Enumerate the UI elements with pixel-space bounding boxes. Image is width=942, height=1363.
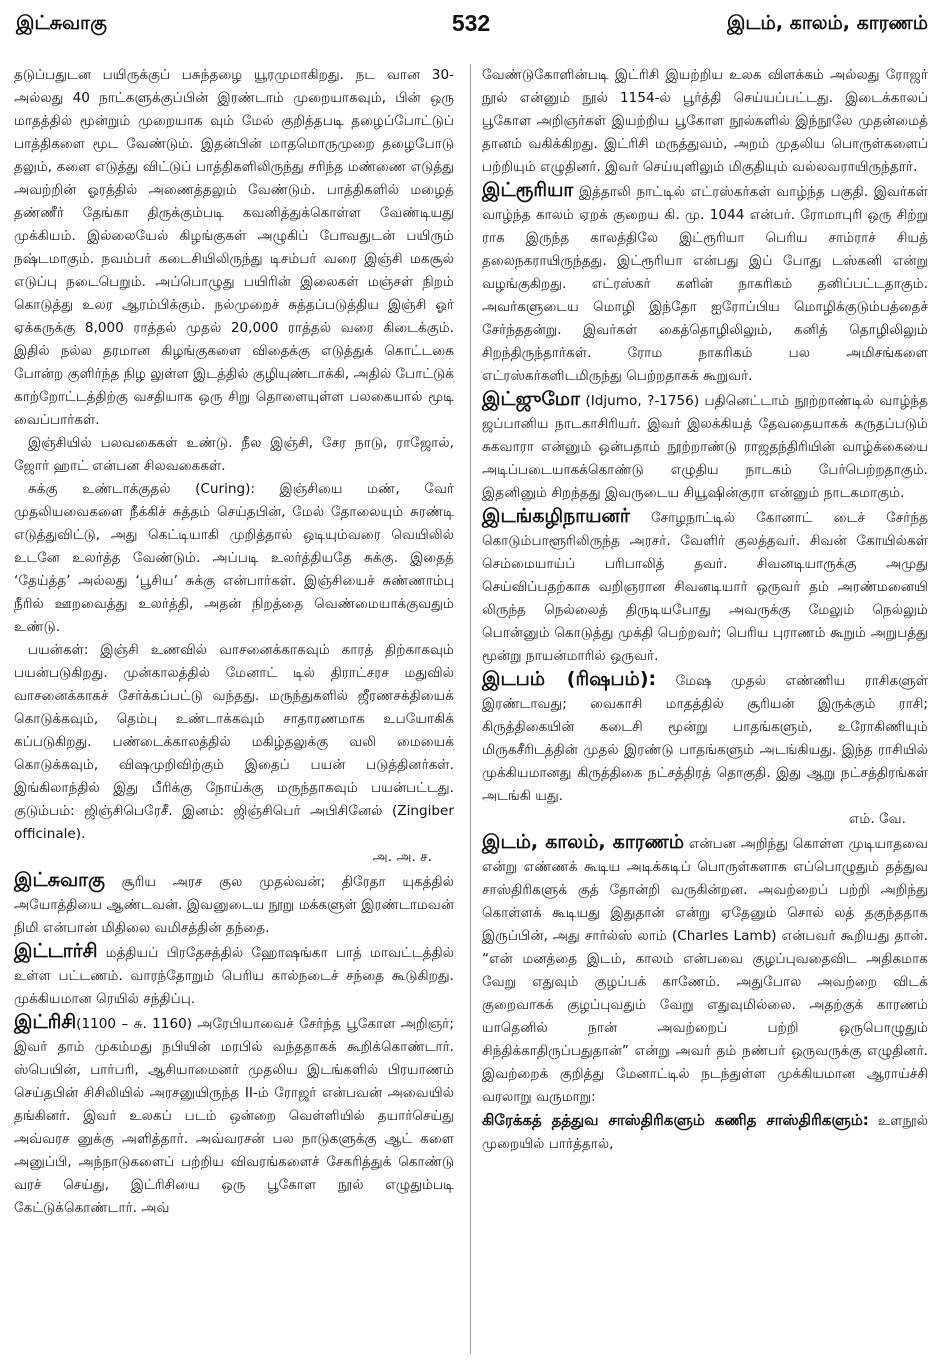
entry-itarsi xyxy=(14,940,454,1011)
column-divider xyxy=(470,64,471,1354)
page-number: 532 xyxy=(451,10,491,36)
headword: இட்சுவாகு xyxy=(14,869,105,891)
subsection-greek-philosophers xyxy=(482,1109,928,1156)
entry-text: மத்தியப் பிரதேசத்தில் ஹோஷங்கா பாத் மாவட்டத்தில் உள்ள பட்டணம். வாரந்தோறும் பெரிய கால்நடைச் சந்தை கூடுகிறது. முக்கியமான ரெயில் சந்திப்பு. xyxy=(14,945,454,1007)
headword: இடம், காலம், காரணம் xyxy=(482,831,685,853)
left-column xyxy=(14,64,454,1220)
entry-text: இத்தாலி நாட்டில் எட்ரஸ்கர்கள் வாழ்ந்த பகுதி. இவர்கள் வாழ்ந்த காலம் ஏறக் குறைய கி. மு. 1044 என்பர். ரோமாபுரி ஒரு சிற்று ராக இருந்த காலத்திலே இட்ரூரியா பெரிய சாம்ராச் சியத் தலைநகராயிருந்தது. இட்ரூரியா என்பது இப் போது டஸ்கனி என்று வழங்குகிறது. எட்ரஸ்கர் களின் நாகரிகம் தனிப்பட்டதாகும். அவர்களுடைய மொழி இந்தோ ஐரோப்பிய மொழிக்குடும்பத்தைச் சேர்ந்ததன்று. இவர்கள் கைத்தொழிலிலும், கனித் தொழிலிலும் சிறந்திருந்தார்கள். ரோம நாகரிகம் பல அமிசங்களை எட்ரஸ்கர்களிடமிருந்து பெற்றதாகக் கூறுவர். xyxy=(482,184,928,384)
headword: இடபம் (ரிஷபம்): xyxy=(482,668,657,690)
headword: இட்ரிசி xyxy=(14,1011,77,1033)
entry-idjumo xyxy=(482,388,928,505)
entry-text: சோழநாட்டில் கோனாட் டைச் சேர்ந்த கொடும்பாளூரிலிருந்த அரசர். வேளிர் குலத்தவர். சிவன் கோயில்கள் செம்மையாய்ப் பரிபாலித் தவர். சிவனடியாருக்கு அமுது செய்விப்பதற்காக வறிஞரான சிவனடியார் ஒருவர் தம் அரண்மனையி லிருந்த நெல்லைத் திருடியபோது அவருக்கு மேலும் நெல்லும் பொன்னும் கொடுத்து முக்தி பெற்றவர்; பெரிய புராணம் கூறும் அறுபத்து மூன்று நாயன்மாரில் ஒருவர். xyxy=(482,510,928,664)
entry-ikshvaku xyxy=(14,869,454,940)
entry-idrisi xyxy=(14,1011,454,1220)
headword: இட்ரூரியா xyxy=(482,179,574,201)
author-initials: எம். வே. xyxy=(848,811,906,827)
ginger-varieties-paragraph: இஞ்சியில் பலவகைகள் உண்டு. நீல இஞ்சி, சேர நாடு, ராஜோல், ஜோர் ஹாட் என்பன சிலவகைகள். xyxy=(14,435,454,474)
entry-text: (Idjumo, ?-1756) பதினெட்டாம் நூற்றாண்டில் வாழ்ந்த ஜப்பானிய நாடகாசிரியர். இவர் இலக்கியத் தேவதையாகக் கருதப்படும் சுகவாரா என்னும் ஒன்பதாம் நூற்றாண்டு ராஜதந்திரியின் வாழ்க்கையை அடிப்படையாகக்கொண்டு எழுதிய நாடகம் பேர்பெற்றதாகும். இதனினும் சிறந்தது இவருடைய சியூஷின்குரா என்னும் நாடகமாகும். xyxy=(482,393,928,501)
running-head-right: இடம், காலம், காரணம் xyxy=(726,12,928,34)
headword: இட்ஜுமோ xyxy=(482,388,581,410)
curing-paragraph: சுக்கு உண்டாக்குதல் (Curing): இஞ்சியை மண், வேர் முதலியவைகளை நீக்கிச் சுத்தம் செய்தபின், மேல் தோலையும் சுரண்டி எடுத்துவிட்டு, அது கெட்டியாகி முறித்தால் ஒடியும்வரை வெயிலில் உடனே உலர்த்த வேண்டும். அப்படி உலர்த்தியதே சுக்கு. இதைத் ‘தேய்த்த’ அல்லது ‘பூசிய’ சுக்கு என்பார்கள். இஞ்சியைச் சுண்ணாம்பு நீரில் ஊறவைத்து உலர்த்தி, அதன் நிறத்தை வெண்மையாக்குவதும் உண்டு. xyxy=(14,481,454,635)
entry-text: சூரிய அரச குல முதல்வன்; திரேதா யுகத்தில் அயோத்தியை ஆண்டவன். இவனுடைய நூறு மக்களுள் இரண்டாமவன் நிமி என்பான் மிதிலை வமிசத்தின் தந்தை. xyxy=(14,874,454,936)
subsection-heading: கிரேக்கத் தத்துவ சாஸ்திரிகளும் கணித சாஸ்திரிகளும்: xyxy=(482,1111,869,1129)
entry-text: (1100 – சு. 1160) அரேபியாவைச் சேர்ந்த பூகோள அறிஞர்; இவர் தாம் முகம்மது நபியின் மரபில் வந்ததாகக் கூறிக்கொண்டார். ஸ்பெயின், பார்பரி, ஆசியாமைனர் முதலிய இடங்களில் பிரயாணம் செய்தபின் சிசிலியில் அரசனுயிருந்த II-ம் ரோஜர் என்பவன் அவையில் தங்கினர். இவர் உலகப் படம் ஒன்றை வெள்ளியில் தயார்செய்து அவ்வரச னுக்கு அளித்தார். அவ்வரசன் பல நாடுகளுக்கு ஆட் களை அனுப்பி, அந்நாடுகளைப் பற்றிய விவரங்களைச் சேகரித்துக் கொண்டு வரச் செய்து, இட்ரிசியை ஒரு பூகோள நூல் எழுதும்படி கேட்டுக்கொண்டார். அவ் xyxy=(14,1016,454,1216)
author-initials: அ. அ. ச. xyxy=(372,849,432,865)
uses-paragraph: பயன்கள்: இஞ்சி உணவில் வாசனைக்காகவும் காரத் திற்காகவும் பயன்படுகிறது. முன்காலத்தில் மேனாட் டில் திராட்சரச மதுவில் வாசனைக்காகச் சேர்க்கப்பட்டு வந்தது. மருந்துகளில் ஜீரணசக்தியைக் கொடுக்கவும், தெம்பு உண்டாக்கவும் சாதாரணமாக உபயோகிக் கப்படுகிறது. பண்டைக்காலத்தில் மகிழ்தலுக்கு வலி மையைக் கொடுக்கவும், விஷமுறிவிற்கும் இதைப் பயன் படுத்தினர்கள். இங்கிலாந்தில் இது பீரிக்கு நோய்க்கு மருந்தாகவும் பயன்பட்டது. குடும்பம்: ஜிஞ்சிபெரேசீ. இனம்: ஜிஞ்சிபெர் அபிசினேல் (Zingiber officinale). xyxy=(14,642,454,842)
page-header xyxy=(0,10,942,44)
entry-space-time-cause xyxy=(482,831,928,1109)
headword: இட்டார்சி xyxy=(14,940,98,962)
entry-text: உளநூல் முறையில் பார்த்தால், xyxy=(482,1113,928,1152)
right-column xyxy=(482,64,928,1156)
entry-text: மேஷ முதல் எண்ணிய ராசிகளுள் இரண்டாவது; வைகாசி மாதத்தில் சூரியன் இருக்கும் ராசி; கிருத்திகையின் கடைசி மூன்று பாதங்களும், உரோகிணியும் மிருகசீரிடத்தின் முதல் இரண்டு பாதங்களும் அடங்கியது. இந்த ராசியில் முக்கியமானது கிருத்திகை நட்சத்திரத் தொகுதி. இது ஆறு நட்சத்திரங்கள் அடங்கி யது. xyxy=(482,673,928,804)
ginger-cultivation-paragraph: தடுப்பதுடன பயிருக்குப் பசுந்தழை யூரமுமாகிறது. நட வான 30-அல்லது 40 நாட்களுக்குப்பின் இரண்டாம் முறையாகவும், பின் ஒரு மாதத்தில் மூன்றும் முறையாக வும் மேல் குறித்தபடி தழைப்போட்டுப் பாத்திகளை மூட வேண்டும். இதன்பின் மாதமொருமுறை தழைபோடு தலும், களை எடுத்து விட்டுப் பாத்திகளிலிருந்து சரிந்த மண்ணை எடுத்து அவற்றின் ஓரத்தில் அணைத்தலும் வேண்டும். பாத்திகளில் மழைத் தண்ணீர் தேங்கா திருக்கும்படி கவனித்துக்கொள்ள வேண்டியது முக்கியம். இல்லையேல் கிழங்குகள் அழுகிப் போவதுடன் பயிரும் நஷ்டமாகும். நவம்பர் கடைசியிலிருந்து டிசம்பர் வரை இஞ்சி மகசூல் எடுப்பு நடைபெறும். அப்பொழுது பயிரின் இலைகள் மஞ்சள் நிறம் கொடுத்து உலர ஆரம்பிக்கும். நல்முறைச் சுத்தப்படுத்திய இஞ்சி ஓர் ஏக்கருக்கு 8,000 ராத்தல் முதல் 20,000 ராத்தல் வரை கிடைக்கும். இதில் நல்ல தரமான கிழங்குகளை விதைக்கு எடுத்துக் கொட்டகை போன்ற குளிர்ந்த நிழ லுள்ள இடத்தில் குழியுண்டாக்கி, அதில் போட்டுக் காற்றோட்டத்திற்கு வசதியாக ஒரு சிறு தொளையுள்ள பலகையால் மூடி வைப்பார்கள். xyxy=(14,67,454,428)
entry-etruria xyxy=(482,179,928,388)
headword: இடங்கழிநாயனர் xyxy=(482,505,630,527)
idrisi-continuation: வேண்டுகோளின்படி இட்ரிசி இயற்றிய உலக விளக்கம் அல்லது ரோஜர் நூல் என்னும் நூல் 1154-ல் பூர்த்தி செய்யப்பட்டது. இடைக்காலப் பூகோள அறிஞர்கள் இயற்றிய பூகோள நூல்களில் இந்நூலே முதன்மைத் தானம் வகிக்கிறது. இட்ரிசி மருத்துவம், அறம் முதலிய பொருள்களைப் பற்றியும் எழுதினர். இவர் செய்யுளிலும் மிகுதியும் வல்லவராயிருந்தார். xyxy=(482,67,928,175)
running-head-left: இட்சுவாகு xyxy=(16,12,107,34)
entry-text: என்பன அறிந்து கொள்ள முடியாதவை என்று எண்ணக் கூடிய அடிக்கடிப் பொருள்களாக எப்பொழுதும் தத்துவ சாஸ்திரிகளுக் குத் தோன்றி வருகின்றன. அவற்றைப் பற்றி அறிந்து கொள்ளக் கூடியது இதுதான் என்று ஏதேனும் சொல் லத் தகுந்ததாக இருப்பின், அது சார்ல்ஸ் லாம் (Charles Lamb) என்பவர் கூறியது தான். “என் மனத்தை இடம், காலம் என்பவை குழப்புவதைவிட அதிகமாக வேறு எதுவும் குழப்பக் காணேம். அதுபோல அவற்றை விடக் குறைவாகக் குழப்புவதும் வேறு எதுவுமில்லை. அதற்குக் காரணம் யாதெனில் நான் அவற்றைப் பற்றி ஒருபொழுதும் சிந்திக்காதிருப்பதுதான்” என்று அவர் தம் நண்பர் ஒருவருக்கு எழுதினர். இவற்றைக் குறித்து மேனாட்டில் நடந்துள்ள முக்கியமான ஆராய்ச்சி வரலாறு வருமாறு: xyxy=(482,836,928,1105)
entry-taurus xyxy=(482,668,928,808)
entry-idangazhi-nayanar xyxy=(482,505,928,668)
